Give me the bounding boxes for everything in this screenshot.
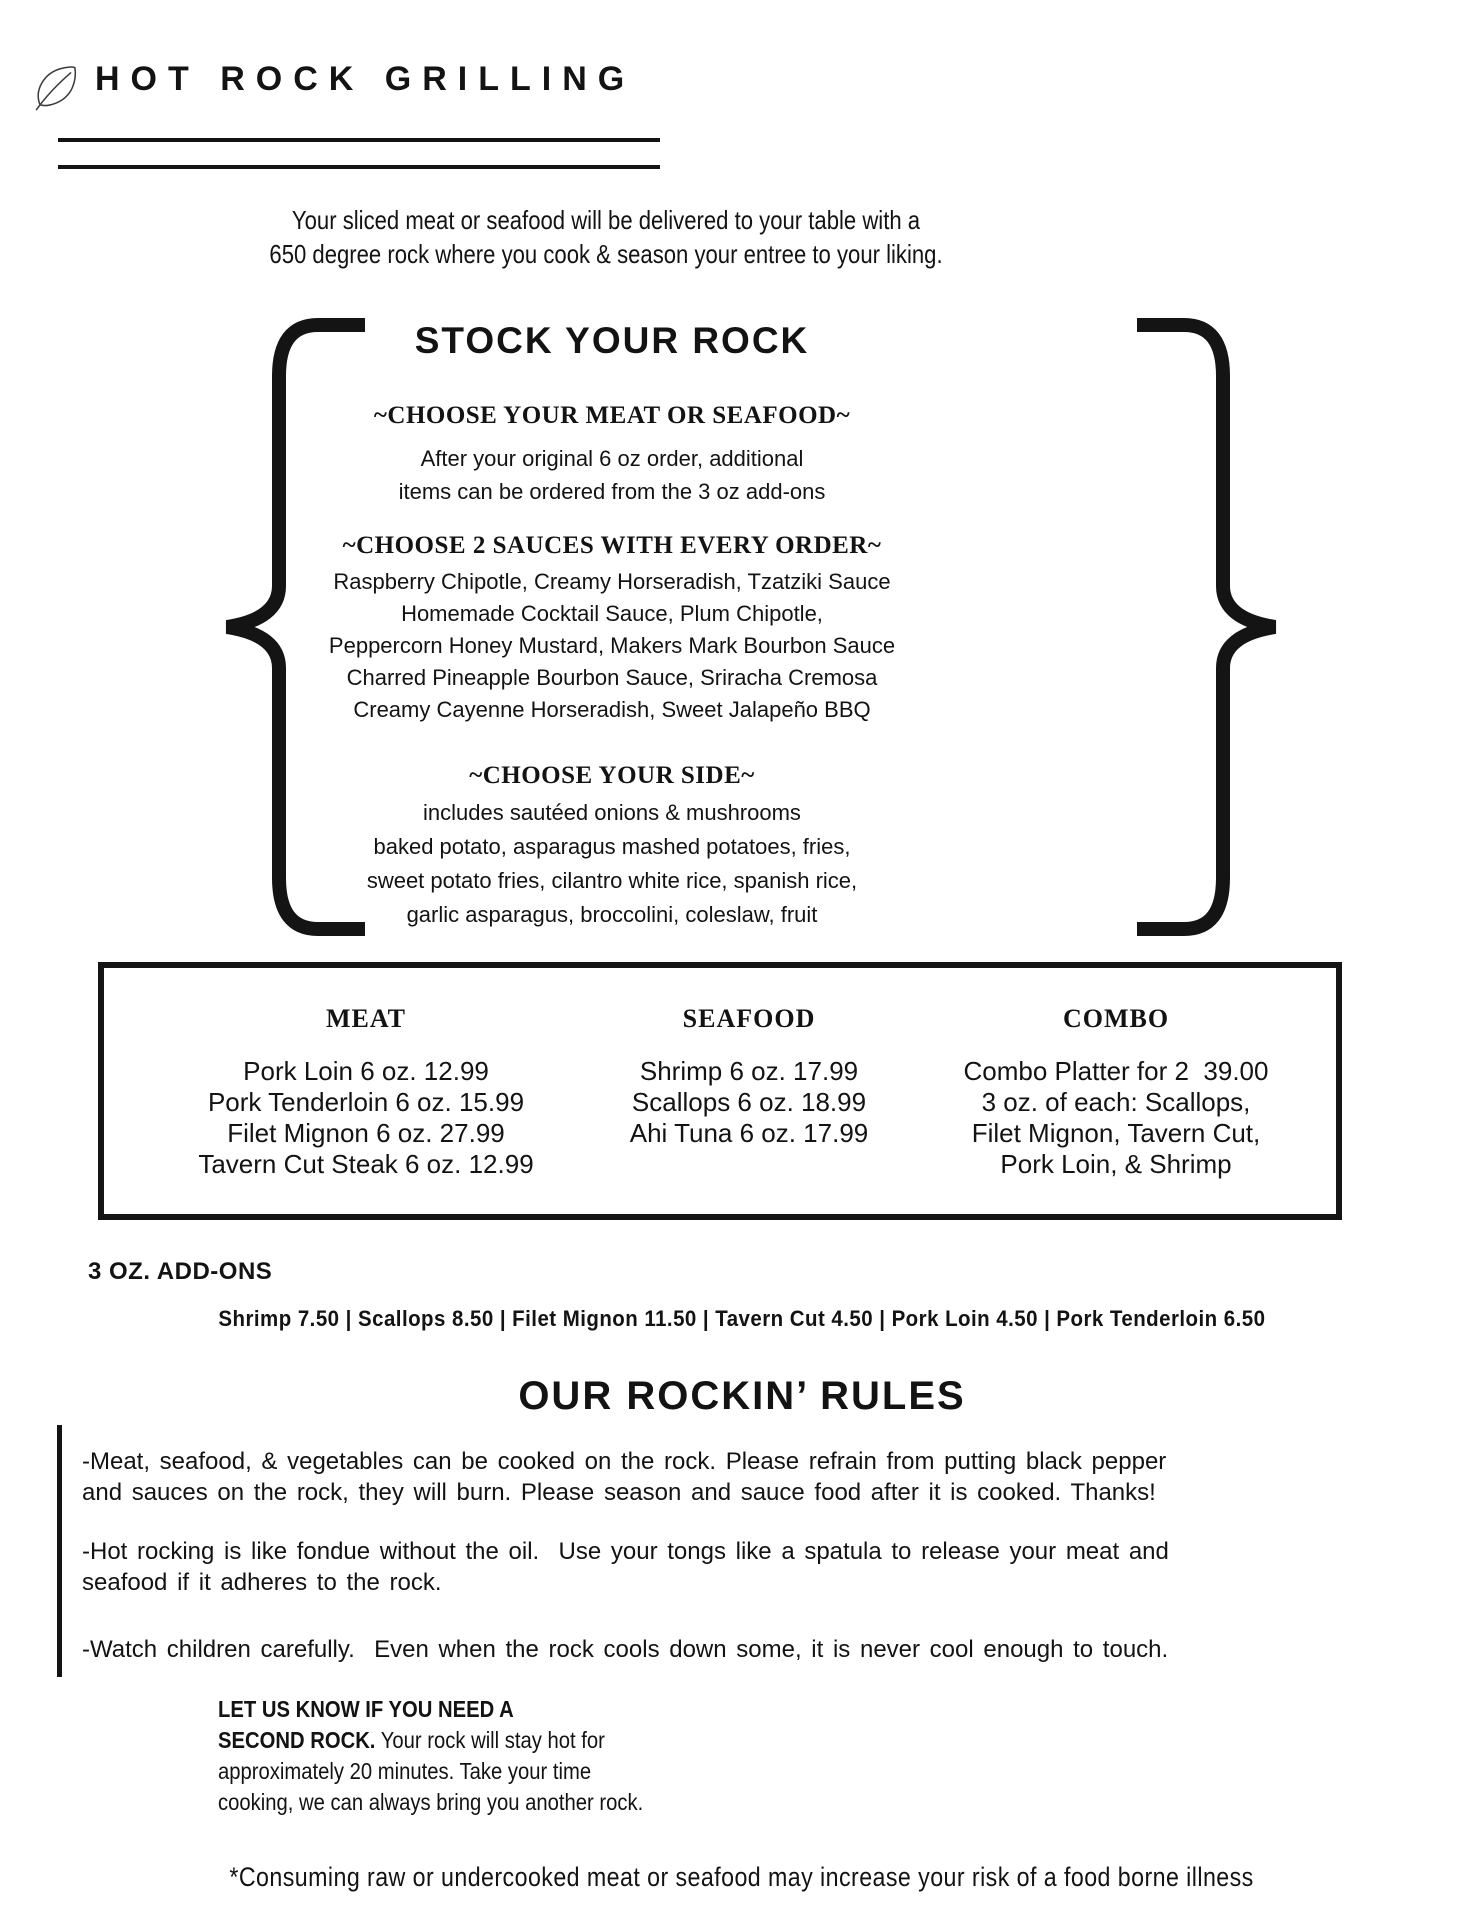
price-menu-box <box>98 962 1342 1220</box>
choose-side-heading: ~CHOOSE YOUR SIDE~ <box>469 762 755 789</box>
choose-meat-seafood-heading: ~CHOOSE YOUR MEAT OR SEAFOOD~ <box>373 402 851 429</box>
rule-paragraph-2 <box>82 1536 1422 1598</box>
menu-item: Filet Mignon, Tavern Cut, <box>971 1118 1261 1148</box>
side-line: sweet potato fries, cilantro white rice, spanish rice, <box>366 868 858 893</box>
menu-item: Shrimp 6 oz. 17.99 <box>639 1056 859 1086</box>
rule-paragraph-1 <box>82 1446 1422 1508</box>
addons-heading: 3 OZ. ADD-ONS <box>88 1258 273 1285</box>
menu-item: Scallops 6 oz. 18.99 <box>631 1087 867 1117</box>
sauce-line: Raspberry Chipotle, Creamy Horseradish, Tzatziki Sauce <box>333 569 891 594</box>
side-list <box>0 796 1224 932</box>
combo-column <box>924 1004 1308 1180</box>
intro-line: 650 degree rock where you cook & season your entree to your liking. <box>269 239 943 269</box>
addons-price-line-wrap <box>0 1306 1484 1332</box>
second-rock-line3: approximately 20 minutes. Take your time <box>218 1758 592 1784</box>
rules-left-bar <box>57 1425 62 1677</box>
side-line: baked potato, asparagus mashed potatoes, fries, <box>373 834 851 859</box>
rule-line: -Watch children carefully. Even when the rock cools down some, it is never cool enough to touch. <box>82 1636 1169 1663</box>
seafood-items <box>599 1056 899 1149</box>
menu-item: Ahi Tuna 6 oz. 17.99 <box>629 1118 869 1148</box>
menu-item: Tavern Cut Steak 6 oz. 12.99 <box>198 1149 534 1179</box>
intro-line: Your sliced meat or seafood will be delivered to your table with a <box>291 205 921 235</box>
side-line: garlic asparagus, broccolini, coleslaw, fruit <box>406 902 818 927</box>
sauce-line: Peppercorn Honey Mustard, Makers Mark Bourbon Sauce <box>328 633 896 658</box>
right-brace-decoration <box>1132 318 1287 936</box>
choose-meat-seafood-lines <box>0 442 1224 508</box>
intro-text <box>0 203 1212 271</box>
second-rock-line4: cooking, we can always bring you another rock. <box>218 1789 644 1815</box>
combo-column-header: COMBO <box>1062 1004 1170 1033</box>
choose-sauces-heading: ~CHOOSE 2 SAUCES WITH EVERY ORDER~ <box>342 532 882 559</box>
left-brace-decoration <box>215 318 370 936</box>
rule-line: seafood if it adheres to the rock. <box>82 1569 442 1596</box>
rule-line: and sauces on the rock, they will burn. Please season and sauce food after it is cooked. Thanks! <box>82 1479 1156 1506</box>
header-divider-bottom <box>58 165 660 169</box>
page-title: HOT ROCK GRILLING <box>95 60 636 98</box>
sauce-line: Charred Pineapple Bourbon Sauce, Sriracha Cremosa <box>346 665 878 690</box>
seafood-column <box>599 1004 899 1149</box>
side-line: includes sautéed onions & mushrooms <box>423 800 801 825</box>
sauce-list <box>0 566 1224 726</box>
stock-section-title: STOCK YOUR ROCK <box>414 320 810 361</box>
rule-line: -Hot rocking is like fondue without the oil. Use your tongs like a spatula to release your meat and <box>82 1538 1169 1565</box>
menu-item: Filet Mignon 6 oz. 27.99 <box>227 1118 505 1148</box>
addons-price-line: Shrimp 7.50 | Scallops 8.50 | Filet Mignon 11.50 | Tavern Cut 4.50 | Pork Loin 4.50 | Pork Tenderloin 6.50 <box>218 1306 1266 1331</box>
menu-item: Pork Loin 6 oz. 12.99 <box>243 1056 489 1086</box>
rules-section-title: OUR ROCKIN’ RULES <box>518 1374 966 1418</box>
second-rock-line2-rest: Your rock will stay hot for <box>375 1727 605 1753</box>
meat-column <box>116 1004 616 1180</box>
meat-items <box>116 1056 616 1180</box>
meat-seafood-line: items can be ordered from the 3 oz add-ons <box>398 479 826 504</box>
menu-item: 3 oz. of each: Scallops, <box>981 1087 1251 1117</box>
second-rock-line2 <box>218 1725 643 1756</box>
rule-line: -Meat, seafood, & vegetables can be cooked on the rock. Please refrain from putting black pepper <box>82 1448 1167 1475</box>
menu-item: Pork Tenderloin 6 oz. 15.99 <box>207 1087 525 1117</box>
sauce-line: Creamy Cayenne Horseradish, Sweet Jalapeño BBQ <box>353 697 871 722</box>
disclaimer-text: *Consuming raw or undercooked meat or seafood may increase your risk of a food borne illness <box>229 1862 1255 1892</box>
meat-column-header: MEAT <box>325 1004 407 1033</box>
seafood-column-header: SEAFOOD <box>682 1004 816 1033</box>
second-rock-note <box>218 1694 838 1818</box>
leaf-icon <box>32 62 80 119</box>
meat-seafood-line: After your original 6 oz order, additional <box>420 446 804 471</box>
menu-item: Pork Loin, & Shrimp <box>1000 1149 1232 1179</box>
menu-item: Combo Platter for 2 39.00 <box>963 1056 1269 1086</box>
sauce-line: Homemade Cocktail Sauce, Plum Chipotle, <box>401 601 823 626</box>
combo-items <box>924 1056 1308 1180</box>
rule-paragraph-3 <box>82 1634 1422 1665</box>
disclaimer-wrap <box>0 1862 1484 1893</box>
second-rock-bold-lead: SECOND ROCK. <box>218 1727 376 1753</box>
header-divider-top <box>58 138 660 142</box>
second-rock-bold-line1: LET US KNOW IF YOU NEED A <box>218 1696 514 1722</box>
intro-lines <box>269 203 942 271</box>
